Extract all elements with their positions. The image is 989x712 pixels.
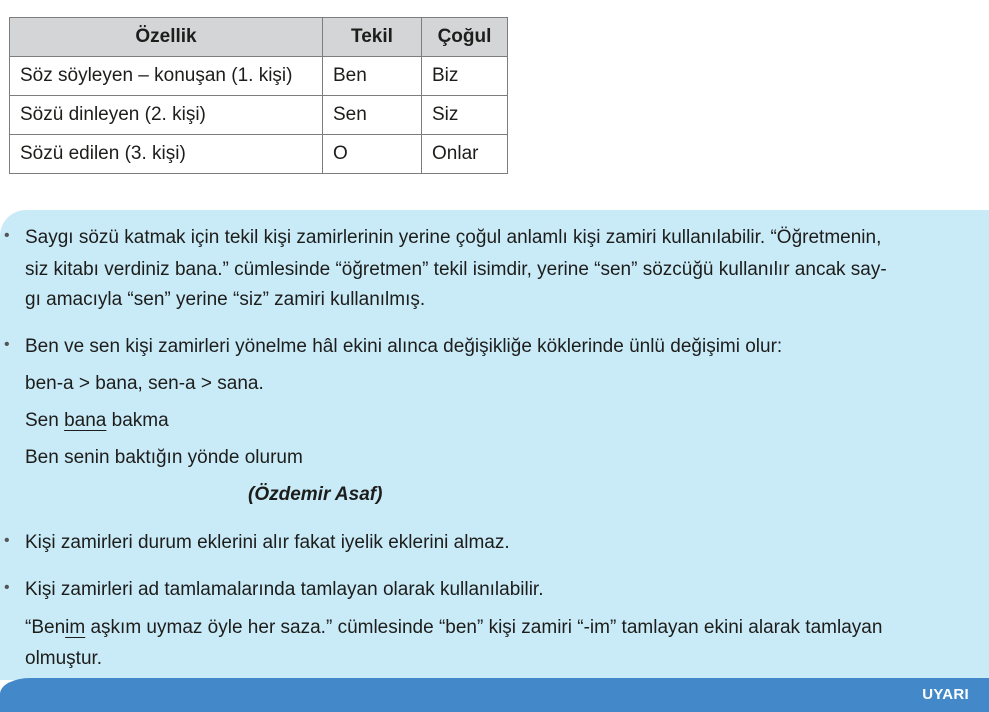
header-ozellik: Özellik [10, 18, 323, 57]
poem-line-1-pre: Sen [25, 410, 65, 431]
table-cell: Onlar [422, 135, 508, 174]
paragraph-1-line-3: gı amacıyla “sen” yerine “siz” zamiri kullanılmış. [25, 289, 426, 310]
pronoun-table [9, 17, 508, 174]
paragraph-1-line-1: Saygı sözü katmak için tekil kişi zamirlerinin yerine çoğul anlamlı kişi zamiri kullanılabilir. “Öğretmenin, [25, 227, 882, 248]
paragraph-2-intro: Ben ve sen kişi zamirleri yönelme hâl ekini alınca değişikliğe köklerinde ünlü değişimi olur: [25, 336, 783, 357]
header-tekil: Tekil [323, 18, 422, 57]
table-cell: Sen [323, 96, 422, 135]
paragraph-4-example [25, 617, 882, 639]
footer-label: UYARI [922, 686, 969, 703]
table-row [10, 135, 508, 174]
paragraph-1-line-2: siz kitabı verdiniz bana.” cümlesinde “öğretmen” tekil isimdir, yerine “sen” sözcüğü kullanılır ancak say- [25, 259, 887, 280]
table-header-row [10, 18, 508, 57]
warning-note-box [0, 210, 989, 680]
table-cell: Biz [422, 57, 508, 96]
table-cell: Sözü edilen (3. kişi) [10, 135, 323, 174]
table-cell: O [323, 135, 422, 174]
paragraph-4-intro: Kişi zamirleri ad tamlamalarında tamlayan olarak kullanılabilir. [25, 579, 544, 600]
table-cell: Sözü dinleyen (2. kişi) [10, 96, 323, 135]
poem-line-1-post: bakma [106, 410, 169, 431]
bullet-icon: • [4, 532, 10, 549]
poem-underlined-word: bana [64, 410, 107, 431]
table-row [10, 96, 508, 135]
paragraph-3: Kişi zamirleri durum eklerini alır fakat iyelik eklerini almaz. [25, 532, 510, 553]
poem-author: (Özdemir Asaf) [248, 484, 383, 505]
bullet-icon: • [4, 579, 10, 596]
example-underlined-suffix: im [65, 617, 86, 638]
table-cell: Söz söyleyen – konuşan (1. kişi) [10, 57, 323, 96]
header-cogul: Çoğul [422, 18, 508, 57]
paragraph-2-example: ben-a > bana, sen-a > sana. [25, 373, 264, 394]
table-row [10, 57, 508, 96]
poem-line-2: Ben senin baktığın yönde olurum [25, 447, 303, 468]
poem-line-1 [25, 410, 169, 432]
bullet-icon: • [4, 336, 10, 353]
example-pre: “Ben [25, 617, 66, 638]
table-cell: Siz [422, 96, 508, 135]
footer-bar [0, 678, 989, 712]
table-cell: Ben [323, 57, 422, 96]
paragraph-4-line-2: olmuştur. [25, 648, 103, 669]
bullet-icon: • [4, 227, 10, 244]
example-post: aşkım uymaz öyle her saza.” cümlesinde “ben” kişi zamiri “-im” tamlayan ekini alarak tamlayan [85, 617, 883, 638]
